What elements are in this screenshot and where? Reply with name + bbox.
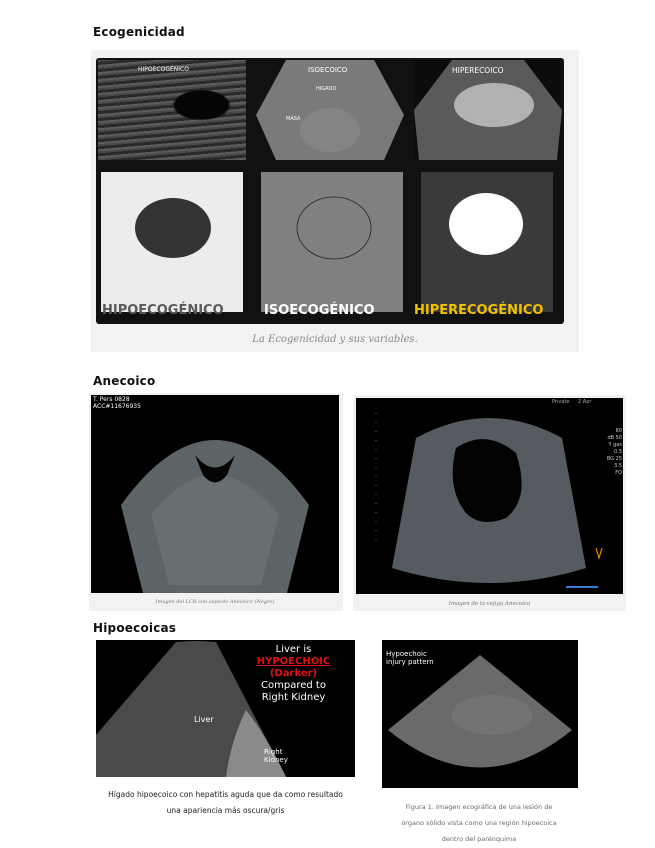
liver-text-line: Compared to — [261, 680, 326, 691]
bladder-ultrasound-image — [356, 398, 623, 594]
anecoico-img2-caption: Imagen de la vejiga Anecoica — [448, 601, 531, 607]
liver-caption-line: Hígado hipoecoico con hepatitis aguda que da como resultado — [108, 790, 343, 799]
lesion-caption-line: dentro del parénquima — [441, 835, 517, 843]
img2-side-readout — [604, 428, 622, 477]
lesion-caption — [370, 799, 588, 847]
ecogenicity-caption: La Ecogenicidad y sus variables. — [252, 334, 418, 345]
kidney-label-line: Right — [264, 748, 283, 756]
organ-lesion-ultrasound-image — [382, 640, 578, 788]
img1-header-line2: ACC#11676935 — [93, 403, 141, 410]
ultrasound-hypoechoic — [98, 60, 246, 160]
kidney-label-line: Kidney — [264, 756, 288, 764]
img2-header-left: Private — [552, 399, 570, 405]
us-label-iso: ISOECOICO — [308, 66, 348, 74]
kidney-label — [264, 748, 288, 764]
liver-annotation — [246, 644, 341, 704]
img1-header-line1: T. Pers 0828 — [93, 396, 130, 403]
img2-header-right: 2 Apr — [578, 399, 592, 405]
readout-line: BG 25 — [606, 456, 622, 462]
liver-label: Liver — [194, 715, 214, 724]
lesion-caption-line: Figura 1. Imagen ecográfica de una lesión de — [405, 803, 553, 811]
liver-caption-line: una apariencia más oscura/gris — [166, 806, 285, 815]
us-label-masa: MASA — [286, 116, 301, 122]
readout-line: 0.5 — [614, 449, 622, 455]
section-title-anecoico: Anecoico — [93, 374, 156, 388]
us-label-hypo: HIPOECOGÉNICO — [138, 66, 189, 73]
ultrasound-isoechoic — [256, 60, 404, 160]
lesion-overlay-text — [386, 650, 434, 666]
schematic-hyper — [421, 172, 553, 312]
liver-caption — [93, 787, 358, 819]
ultrasound-hyperechoic — [414, 60, 562, 160]
section-title-hipoecoicas: Hipoecoicas — [93, 621, 177, 635]
schematic-iso — [261, 172, 403, 312]
readout-line: dB 50 — [607, 435, 622, 441]
us-label-hyper: HIPERECOICO — [452, 66, 504, 75]
readout-line: Y gas — [608, 442, 622, 448]
hypoechoic-highlight: HYPOECHOIC — [256, 656, 331, 667]
lesion-caption-line: órgano sólido vista como una región hipoecoica — [401, 819, 557, 827]
us-label-higado: HIGADO — [316, 86, 337, 92]
overlay-line: injury pattern — [386, 658, 434, 666]
darker-highlight: (Darker) — [269, 668, 318, 679]
bottom-label-hypo: HIPOECOGÉNICO — [102, 303, 224, 318]
readout-line: FO — [615, 470, 622, 476]
brain-ultrasound-image — [91, 395, 339, 593]
ecogenicity-figure — [96, 58, 564, 324]
readout-line: 3.5 — [614, 463, 622, 469]
bottom-label-hyper: HIPERECOGÉNICO — [414, 303, 544, 318]
anecoico-img1-caption: Imagen del LCR con aspecto Anecoico (Negro) — [155, 599, 275, 605]
section-title-ecogenicidad: Ecogenicidad — [93, 25, 185, 39]
bottom-label-iso: ISOECOGÉNICO — [264, 303, 375, 318]
readout-line: 60 — [615, 428, 622, 434]
overlay-line: Hypoechoic — [386, 650, 427, 658]
liver-text-line: Liver is — [275, 644, 312, 655]
schematic-hypo — [101, 172, 243, 312]
liver-ultrasound-image — [96, 640, 355, 777]
liver-text-line: Right Kidney — [261, 692, 326, 703]
